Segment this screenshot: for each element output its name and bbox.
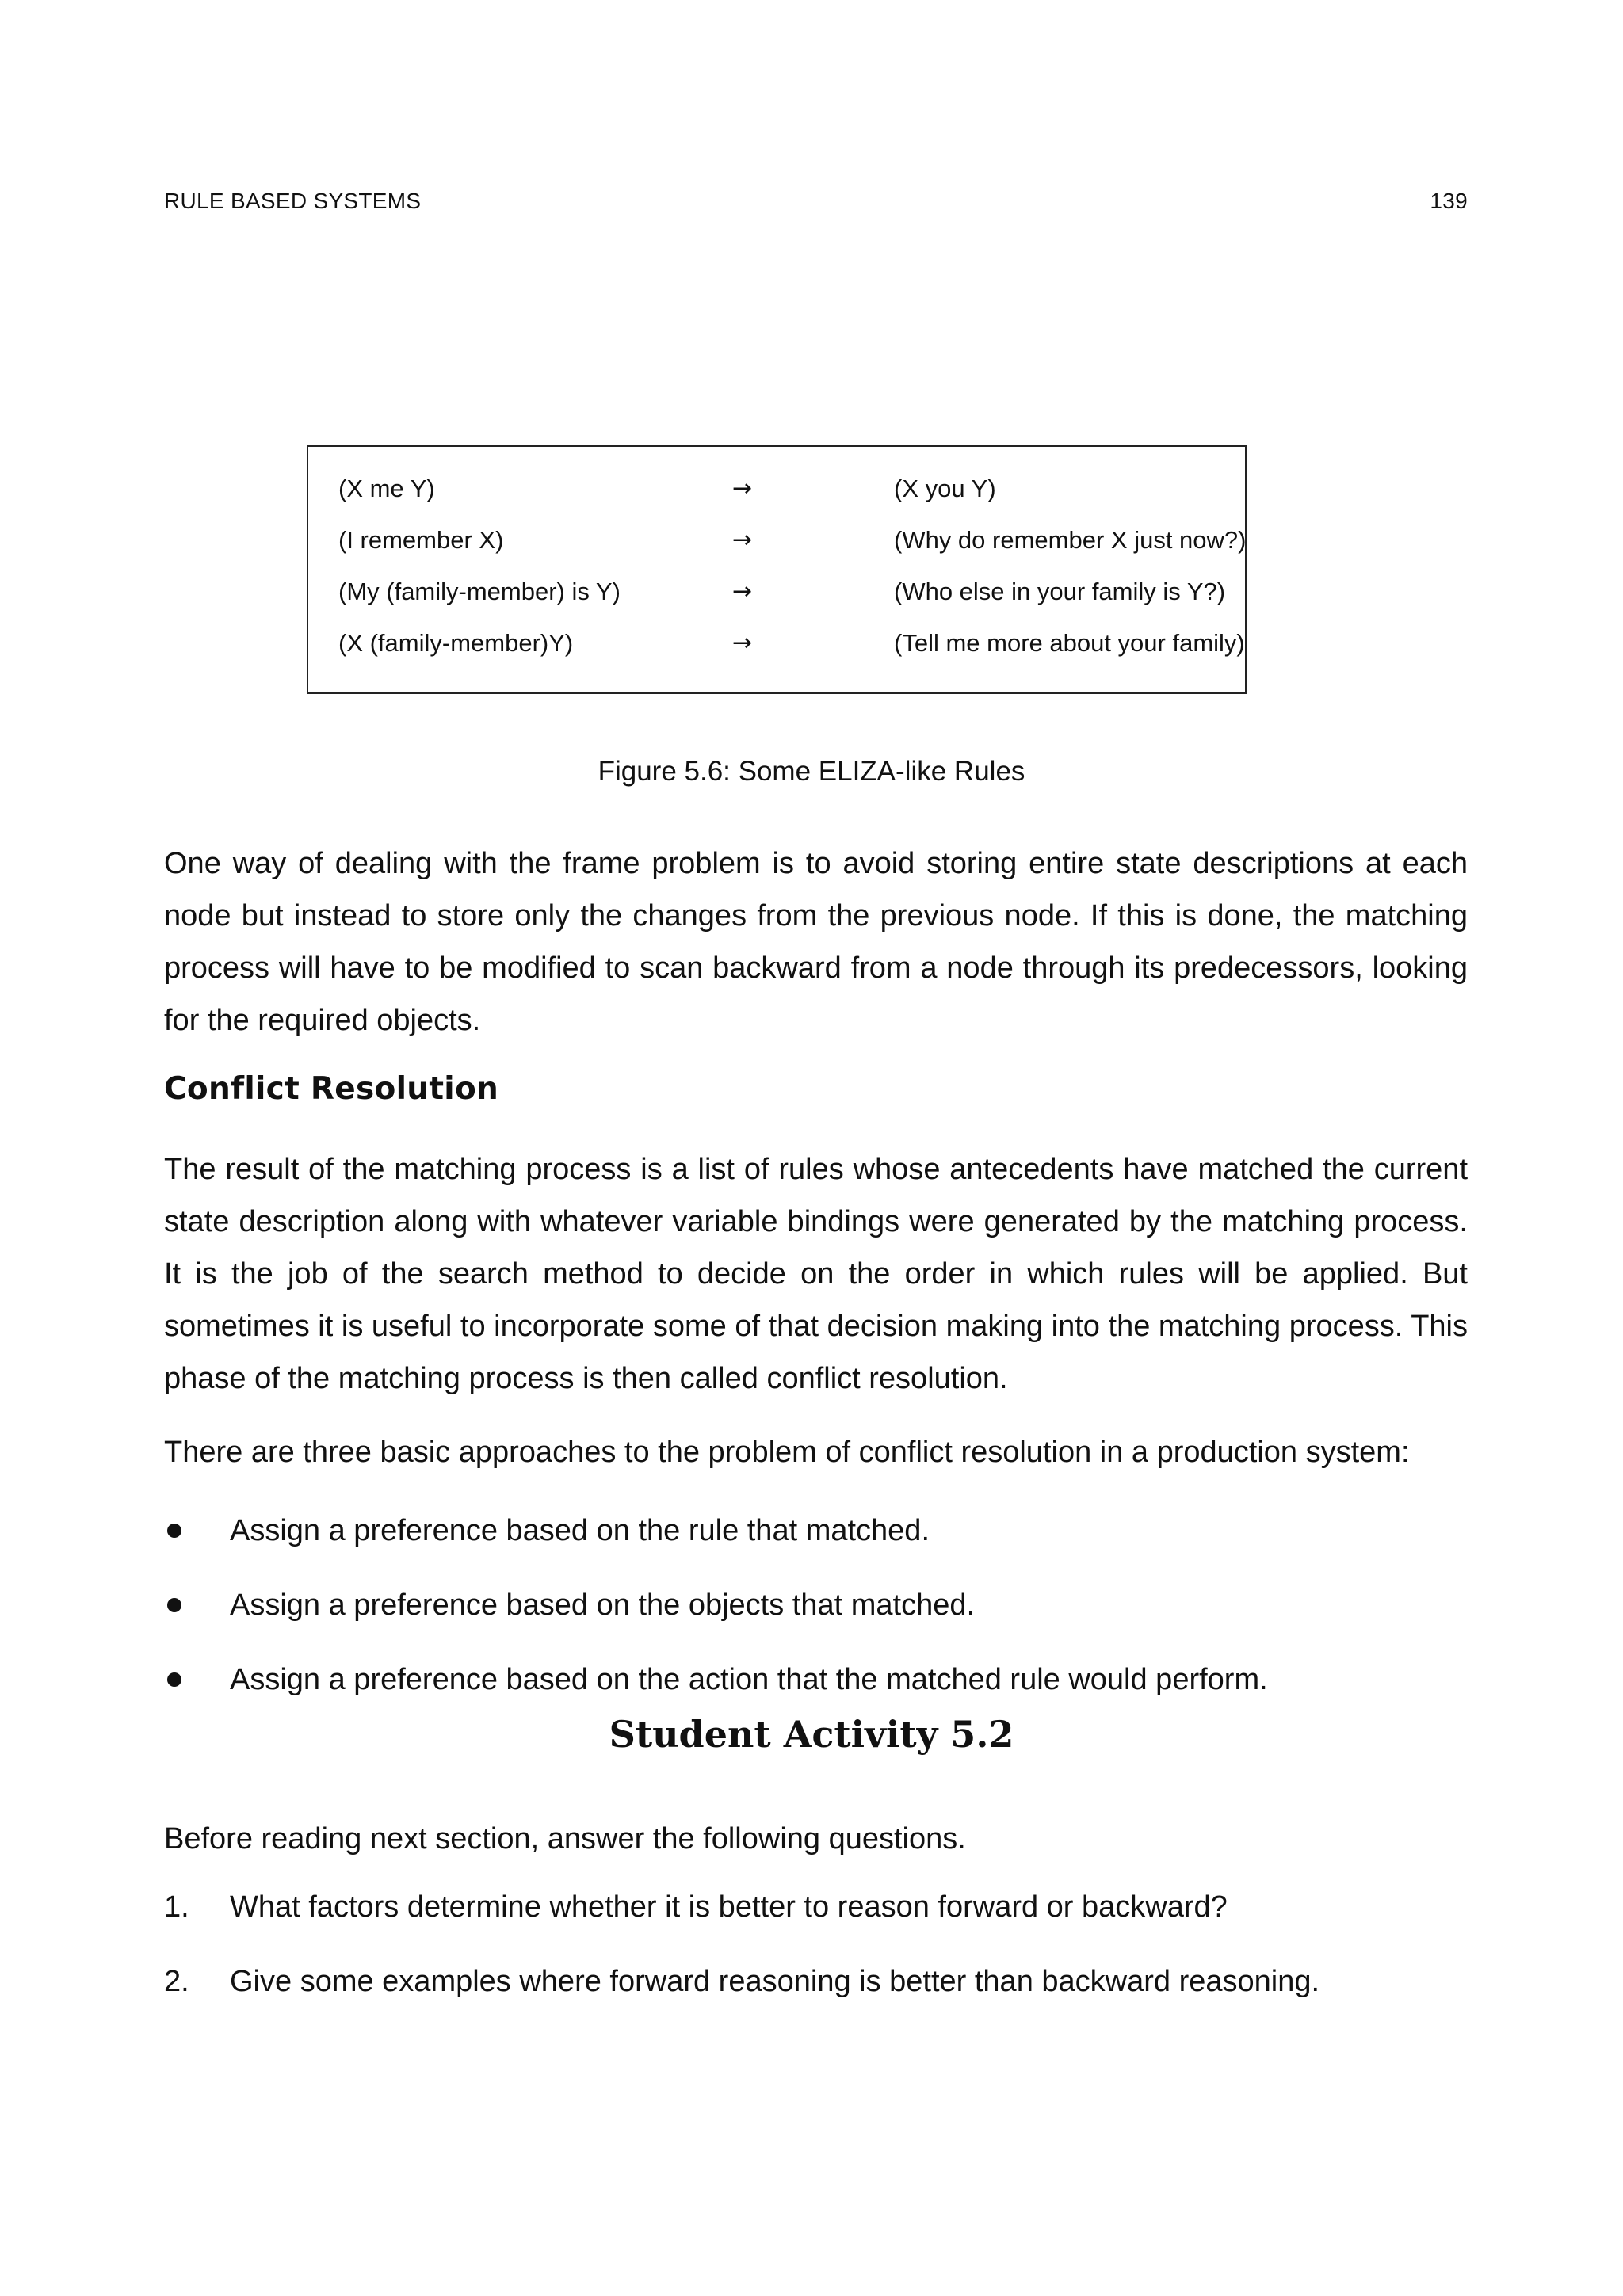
paragraph-approaches: There are three basic approaches to the problem of conflict resolution in a production system: xyxy=(164,1436,1410,1469)
figure-caption: Figure 5.6: Some ELIZA-like Rules xyxy=(598,756,1025,787)
question-number: 1. xyxy=(164,1890,189,1924)
eliza-rules-figure xyxy=(307,445,1247,694)
rule-response: (Who else in your family is Y?) xyxy=(894,578,1226,605)
bullet-text: Assign a preference based on the objects that matched. xyxy=(230,1589,976,1622)
bullet-icon xyxy=(167,1524,181,1538)
page-number: 139 xyxy=(1430,189,1468,213)
paragraph-frame-problem: One way of dealing with the frame problem is to avoid storing entire state descriptions at each node but instead to store only the changes from the previous node. If this is done, the matching process will have to be modified to scan backward from a node through its predecessors, looking for the required objects. xyxy=(164,847,1468,1037)
right-arrow-icon: → xyxy=(732,526,753,554)
bullet-icon xyxy=(167,1672,181,1687)
rule-row xyxy=(308,469,1245,509)
rule-row xyxy=(308,624,1245,663)
question-text: Give some examples where forward reasoning is better than backward reasoning. xyxy=(230,1965,1320,1998)
question-number: 2. xyxy=(164,1965,189,1998)
bullet-icon xyxy=(167,1598,181,1612)
rule-pattern: (X me Y) xyxy=(338,475,435,502)
right-arrow-icon: → xyxy=(732,629,753,657)
running-header xyxy=(164,189,1468,214)
rule-row xyxy=(308,521,1245,560)
rule-pattern: (X (family-member)Y) xyxy=(338,629,574,657)
right-arrow-icon: → xyxy=(732,578,753,605)
right-arrow-icon: → xyxy=(732,475,753,502)
paragraph-conflict-resolution: The result of the matching process is a list of rules whose antecedents have matched the current state description along with whatever variable bindings were generated by the matching process. It is the job of the search method to decide on the order in which rules will be applied. But sometimes it is useful to incorporate some of that decision making into the matching process. This phase of the matching process is then called conflict resolution. xyxy=(164,1153,1468,1395)
rule-row xyxy=(308,572,1245,612)
rule-response: (X you Y) xyxy=(894,475,996,502)
activity-intro: Before reading next section, answer the following questions. xyxy=(164,1822,966,1855)
rule-pattern: (I remember X) xyxy=(338,526,504,554)
bullet-text: Assign a preference based on the action that the matched rule would perform. xyxy=(230,1663,1268,1696)
question-text: What factors determine whether it is better to reason forward or backward? xyxy=(230,1890,1228,1924)
rule-response: (Tell me more about your family) xyxy=(894,629,1245,657)
bullet-text: Assign a preference based on the rule that matched. xyxy=(230,1514,930,1547)
section-heading-conflict-resolution: Conflict Resolution xyxy=(164,1071,499,1107)
rule-response: (Why do remember X just now?) xyxy=(894,526,1247,554)
student-activity-title: Student Activity 5.2 xyxy=(609,1713,1014,1756)
rule-pattern: (My (family-member) is Y) xyxy=(338,578,621,605)
running-title: RULE BASED SYSTEMS xyxy=(164,189,422,213)
